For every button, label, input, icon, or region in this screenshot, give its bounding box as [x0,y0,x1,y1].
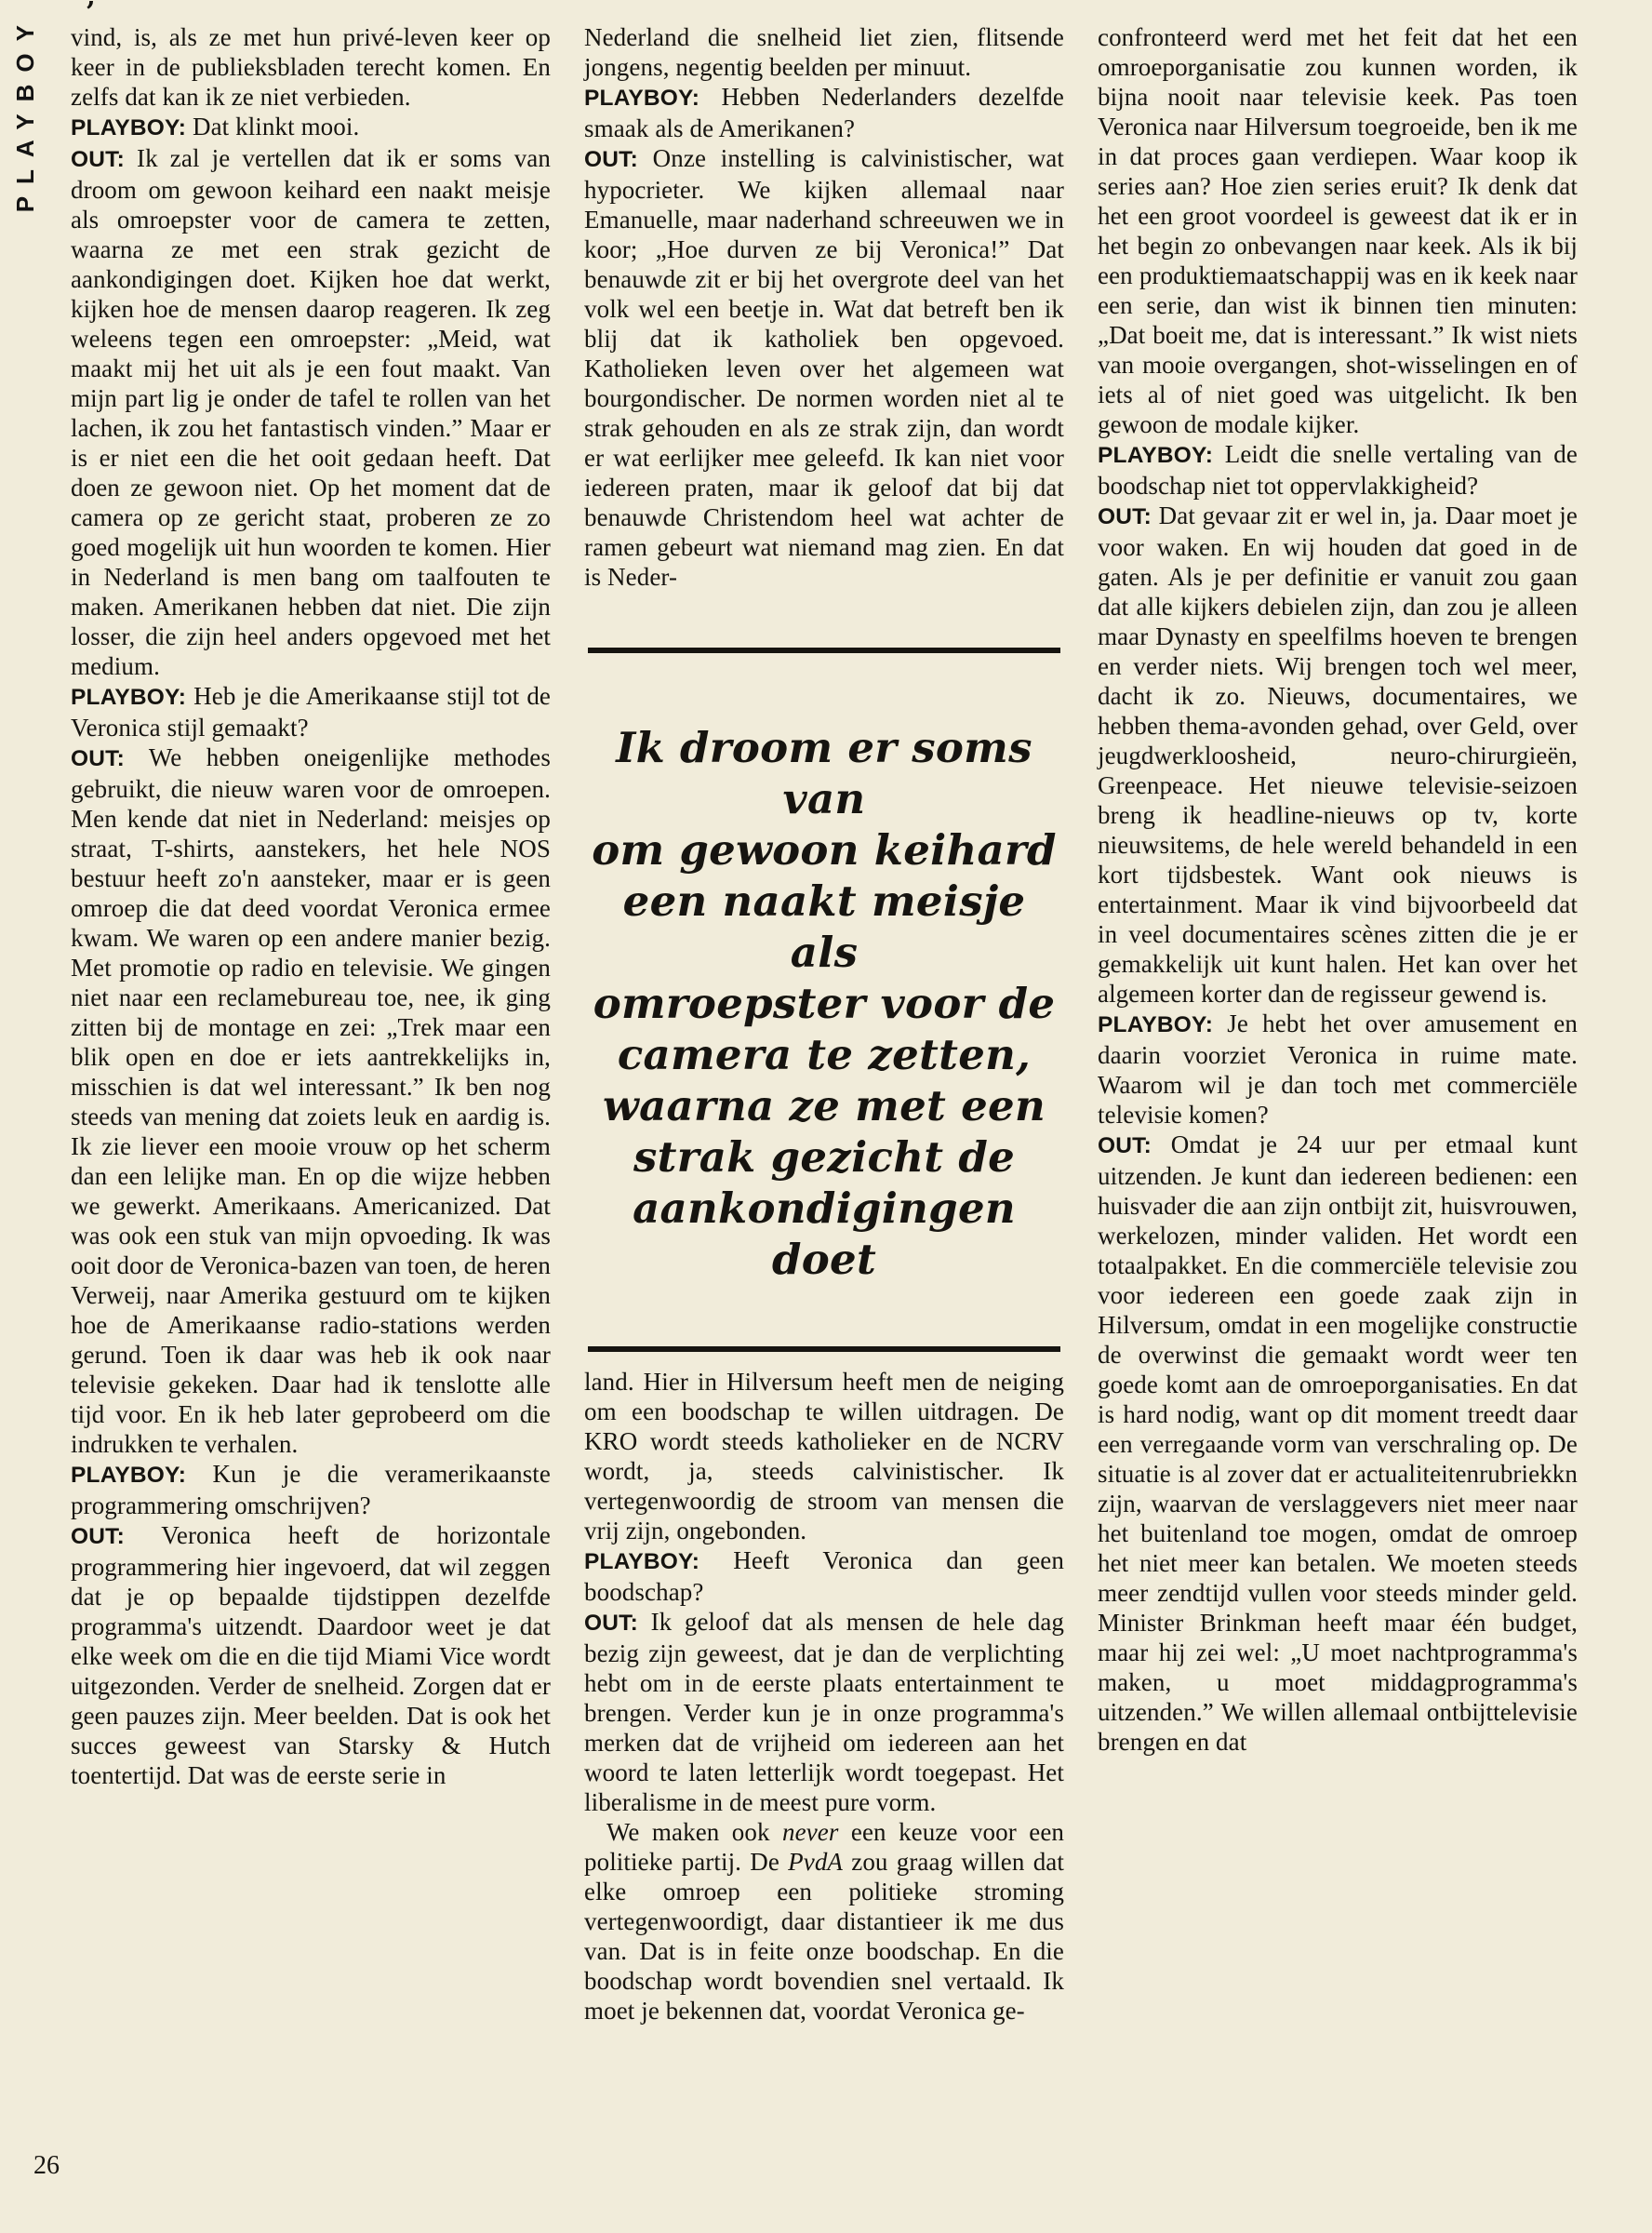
paragraph: PLAYBOY: Dat klinkt mooi. [71,113,360,140]
text-column-right [1098,22,1578,2026]
divider-bottom [588,1346,1060,1352]
speaker-label: OUT: [584,1611,638,1636]
speaker-label: PLAYBOY: [71,1463,187,1488]
paragraph: OUT: Ik zal je vertellen dat ik er soms van droom om gewoon keihard een naakt meisje als omroepster voor de camera te zetten, waarna ze met een strak gezicht de aankondigingen doet. Kijken hoe dat werkt, kijken hoe de mensen daarop reageren. Ik zeg weleens tegen een omroepster: „Meid, wat maakt mij het uit als je een fout maakt. Van mijn part lig je onder de tafel te rollen van het lachen, ik zou het fantastisch vinden.” Maar er is er niet een die het ooit gedaan heeft. Dat doen ze gewoon niet. Op het moment dat de camera op ze gericht staat, proberen ze zo goed mogelijk uit hun woorden te komen. Hier in Nederland is men bang om taalfouten te maken. Amerikanen hebben dat niet. Die zijn losser, die zijn heel anders opgevoed met het medium. [71,144,551,680]
paragraph: OUT: Omdat je 24 uur per etmaal kunt uitzenden. Je kunt dan iedereen bedienen: een huisvader die aan zijn ontbijt zit, huisvrouwen, werkelozen, minder validen. Het wordt een totaalpakket. En die commerciële televisie zou voor iedereen een goede zaak zijn in Hilversum, omdat in een mogelijke constructie de overwinst die gemaakt wordt weer ten goede komt aan de omroeporganisaties. En dat is hard nodig, want op dit moment treedt daar een verregaande vorm van verschraling op. De situatie is al zover dat er actualiteitenrubriekkn zijn, waarvan de verslaggevers niet meer naar het buitenland toe mogen, omdat de omroep het niet meer kan betalen. We moeten steeds meer zendtijd vullen voor steeds minder geld. Minister Brinkman heeft maar één budget, maar hij zei wel: „U moet nachtprogramma's maken, u moet middagprogramma's uitzenden.” We willen allemaal ontbijttelevisie brengen en dat [1098,1130,1578,1756]
paragraph: OUT: Ik geloof dat als mensen de hele dag bezig zijn geweest, dat je dan de verplichting hebt om in de eerste plaats entertainment te brengen. Verder kun je in onze programma's merken dat de vrijheid om iedereen aan het woord te laten letterlijk wordt toegepast. Het liberalisme in de meest pure vorm. [584,1608,1064,1816]
speaker-label: PLAYBOY: [71,685,187,710]
page-number: 26 [33,2151,60,2180]
paragraph: PLAYBOY: Heb je die Amerikaanse stijl tot de Veronica stijl gemaakt? [71,682,551,742]
pull-quote [588,648,1060,1352]
paragraph: confronteerd werd met het feit dat het een omroeporganisatie zou kunnen worden, ik bijna nooit naar televisie keek. Pas toen Veronica naar Hilversum toegroeide, ben ik me in dat proces gaan verdiepen. Waar koop ik series aan? Hoe zien series eruit? Ik denk dat het een groot voordeel is geweest dat ik er in het begin zo onbevangen naar keek. Als ik bij een produktiemaatschappij was en ik keek naar een serie, dan wist ik binnen tien minuten: „Dat boeit me, dat is interessant.” Ik wist niets van mooie overgangen, shot-wisselingen en of iets al of niet goed was uitgelicht. Ik ben gewoon de modale kijker. [1098,23,1578,438]
pull-quote-line: om gewoon keihard [592,825,1057,875]
paragraph: PLAYBOY: Je hebt het over amusement en daarin voorziet Veronica in ruime mate. Waarom wil je dan toch met commerciële televisie komen? [1098,1010,1578,1129]
pull-quote-line: omroepster voor de [593,979,1056,1028]
paragraph: OUT: We hebben oneigenlijke methodes gebruikt, die nieuw waren voor de omroepen. Men kende dat niet in Nederland: meisjes op straat, T-shirts, aanstekers, het hele NOS bestuur heeft zo'n aansteker, maar er is geen omroep die dat deed voordat Veronica ermee kwam. We waren op een andere manier bezig. Met promotie op radio en televisie. We gingen niet naar een reclamebureau toe, nee, ik ging zitten bij de montage en zei: „Trek maar een blik open en doe er iets aantrekkelijks in, misschien is dat wel interessant.” Ik ben nog steeds van mening dat zoiets leuk en aardig is. Ik zie liever een mooie vrouw op het scherm dan een lelijke man. En op die wijze hebben we gewerkt. Amerikaans. Americanized. Dat was ook een stuk van mijn opvoeding. Ik was ooit door de Veronica-bazen van toen, de heren Verweij, naar Amerika gestuurd om te kijken hoe de Amerikaanse radio-stations werden gerund. Toen ik daar was heb ik ook naar televisie gekeken. Daar had ik tenslotte alle tijd voor. En ik heb later geprobeerd om die indrukken te verhalen. [71,743,551,1458]
pull-quote-line: aankondigingen doet [633,1183,1016,1284]
print-artifact-mark: ’ [86,0,96,29]
magazine-name-vertical: PLAYBOY [11,13,39,213]
paragraph: Nederland die snelheid liet zien, flitsende jongens, negentig beelden per minuut. [584,23,1064,81]
speaker-label: OUT: [584,147,638,172]
speaker-label: PLAYBOY: [584,86,700,111]
text-column-middle [584,22,1064,2026]
pull-quote-line: strak gezicht de [633,1132,1016,1182]
pull-quote-line: een naakt meisje als [622,876,1026,977]
text-column-left [71,22,551,2026]
speaker-label: PLAYBOY: [71,115,187,140]
speaker-label: PLAYBOY: [584,1549,700,1574]
speaker-label: PLAYBOY: [1098,1012,1214,1037]
paragraph: OUT: Dat gevaar zit er wel in, ja. Daar moet je voor waken. En wij houden dat goed in de gaten. Als je per definitie er vanuit zou gaan dat alle kijkers debielen zijn, dan zou je alleen maar Dynasty en speelfilms hoeven te brengen en verder niets. Wij brengen toch wel meer, dacht ik zo. Nieuws, documentaires, we hebben thema-avonden gehad, over Geld, over jeugdwerkloosheid, neuro-chirurgieën, Greenpeace. Het nieuwe televisie-seizoen breng ik headline-nieuws op tv, korte nieuwsitems, de hele wereld behandeld in een kort tijdsbestek. Want ook nieuws is entertainment. Maar ik vind bijvoorbeeld dat in veel documentaires scènes zitten die je er gemakkelijk uit kunt halen. Het kan over het algemeen korter dan de regisseur gewend is. [1098,501,1578,1008]
pull-quote-text [588,653,1060,1346]
paragraph: PLAYBOY: Leidt die snelle vertaling van de boodschap niet tot oppervlakkigheid? [1098,440,1578,500]
pull-quote-line: Ik droom er soms van [616,723,1032,823]
pull-quote-line: camera te zetten, [617,1030,1032,1079]
speaker-label: OUT: [71,746,125,771]
pull-quote-line: waarna ze met een [603,1081,1046,1130]
speaker-label: OUT: [1098,1133,1152,1158]
paragraph: We maken ook never een keuze voor een politieke partij. De PvdA zou graag willen dat elke omroep een politieke stroming vertegenwoordigt, daar distantieer ik me dus van. Dat is in feite onze boodschap. En die boodschap wordt bovendien snel vertaald. Ik moet je bekennen dat, voordat Veronica ge- [584,1818,1065,2025]
speaker-label: OUT: [71,1524,125,1549]
paragraph: PLAYBOY: Hebben Nederlanders dezelfde smaak als de Amerikanen? [584,83,1064,142]
paragraph: OUT: Veronica heeft de horizontale programmering hier ingevoerd, dat wil zeggen dat je op bepaalde tijdstippen dezelfde programma's uitzendt. Daardoor weet je dat elke week om die en die tijd Miami Vice wordt uitgezonden. Verder de snelheid. Zorgen dat er geen pauzes zijn. Meer beelden. Dat is ook het succes geweest van Starsky & Hutch toentertijd. Dat was de eerste serie in [71,1521,551,1789]
paragraph: vind, is, als ze met hun privé-leven keer op keer in de publieksbladen terecht komen. En zelfs dat kan ik ze niet verbieden. [71,23,551,111]
paragraph: OUT: Onze instelling is calvinistischer, wat hypocrieter. We kijken allemaal naar Emanuelle, maar naderhand schreeuwen we in koor; „Hoe durven ze bij Veronica!” Dat benauwde zit er bij het overgrote deel van het volk wel een beetje in. Wat dat betreft ben ik blij dat ik katholiek ben opgevoed. Katholieken leven over het algemeen wat bourgondischer. De normen worden niet al te strak gehouden en als ze strak zijn, dan wordt er wat eerlijker mee geleefd. Ik kan niet voor iedereen praten, maar ik geloof dat bij dat benauwde Christendom heel wat achter de ramen gebeurt wat niemand mag zien. En dat is Neder- [584,144,1064,591]
paragraph: PLAYBOY: Kun je die veramerikaanste programmering omschrijven? [71,1460,551,1519]
speaker-label: OUT: [1098,504,1152,529]
paragraph: land. Hier in Hilversum heeft men de neiging om een boodschap te willen uitdragen. De KRO wordt steeds katholieker en de NCRV wordt, ja, steeds calvinistischer. Ik vertegenwoordig de stroom van mensen die vrij zijn, ongebonden. [584,1368,1064,1544]
speaker-label: OUT: [71,147,125,172]
paragraph: PLAYBOY: Heeft Veronica dan geen boodschap? [584,1546,1064,1606]
speaker-label: PLAYBOY: [1098,443,1214,468]
article-columns [71,22,1578,2026]
